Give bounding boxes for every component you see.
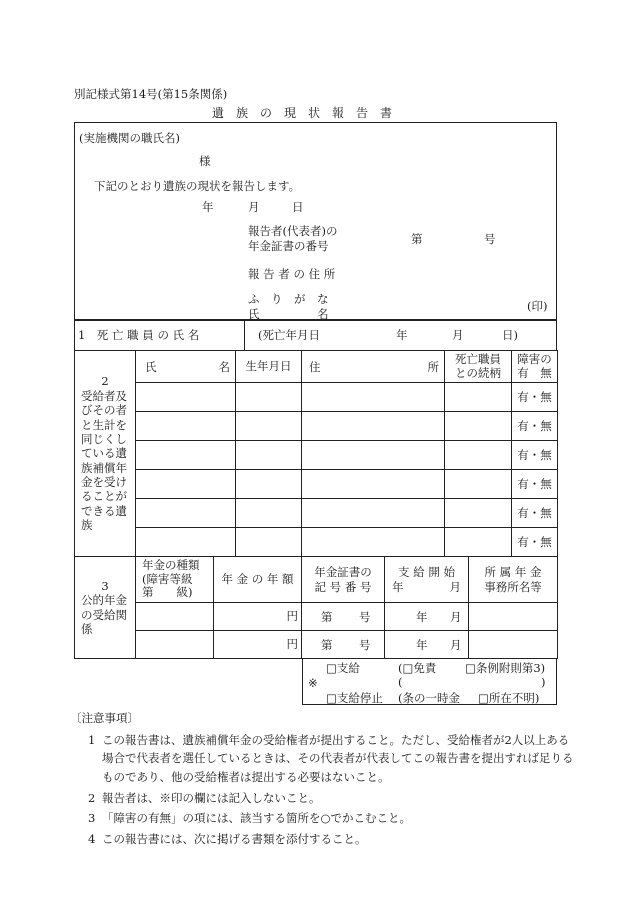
col-cert-2: 記 号 番 号 bbox=[314, 579, 372, 594]
pension-cert-cell[interactable] bbox=[302, 603, 385, 631]
col-addr-2: 所 bbox=[427, 359, 439, 374]
disability-cell[interactable]: 有・無 bbox=[512, 499, 558, 528]
death-date-cell bbox=[245, 321, 557, 351]
family-addr-cell[interactable] bbox=[302, 470, 445, 499]
table-row bbox=[75, 631, 558, 659]
table-row bbox=[75, 499, 558, 528]
family-name-cell[interactable] bbox=[136, 528, 236, 557]
family-birth-cell[interactable] bbox=[236, 470, 302, 499]
family-rel-cell[interactable] bbox=[445, 470, 512, 499]
pension-section-no: 3 bbox=[101, 578, 109, 593]
notes-section bbox=[70, 710, 574, 849]
cert-dai: 第 bbox=[321, 609, 333, 624]
family-rel-cell[interactable] bbox=[445, 383, 512, 412]
date-day: 日 bbox=[292, 200, 304, 214]
col-dis-2: 有 無 bbox=[517, 365, 552, 380]
col-addr-header bbox=[302, 351, 445, 383]
family-rel-cell[interactable] bbox=[445, 412, 512, 441]
col-dis-header bbox=[512, 351, 558, 383]
death-day: 日) bbox=[502, 327, 518, 342]
cert-go: 号 bbox=[484, 232, 496, 246]
note-number: 4 bbox=[88, 831, 96, 846]
col-rel-1: 死亡職員 bbox=[455, 351, 501, 366]
family-section-text: 受給者及びその者と生計を同じくしている遺族補償年金を受けることができる遺族 bbox=[81, 388, 127, 533]
family-addr-cell[interactable] bbox=[302, 528, 445, 557]
family-birth-cell[interactable] bbox=[236, 528, 302, 557]
notes-heading: 〔注意事項〕 bbox=[70, 711, 139, 725]
family-rel-cell[interactable] bbox=[445, 441, 512, 470]
checkbox-jorei[interactable]: □条例附則第3) bbox=[465, 661, 546, 675]
date-year: 年 bbox=[202, 200, 214, 214]
note-item bbox=[74, 809, 574, 828]
death-year: 年 bbox=[396, 327, 408, 342]
col-start-year: 年 bbox=[392, 579, 404, 594]
note-text: この報告書には、次に掲げる書類を添付すること。 bbox=[102, 831, 367, 846]
family-table bbox=[74, 350, 558, 557]
note-item bbox=[74, 789, 574, 808]
col-office-1: 所 属 年 金 bbox=[484, 565, 542, 580]
family-name-cell[interactable] bbox=[136, 499, 236, 528]
family-birth-cell[interactable] bbox=[236, 383, 302, 412]
disability-cell[interactable]: 有・無 bbox=[512, 412, 558, 441]
col-dis-1: 障害の bbox=[517, 351, 552, 366]
pension-office-cell[interactable] bbox=[469, 631, 558, 659]
cert-go: 号 bbox=[359, 609, 371, 624]
pension-kind-cell[interactable] bbox=[136, 603, 214, 631]
cert-dai: 第 bbox=[321, 637, 333, 652]
pension-section-label bbox=[75, 557, 136, 659]
checkbox-shozai-fumei[interactable]: □所在不明) bbox=[478, 691, 540, 705]
family-addr-cell[interactable] bbox=[302, 499, 445, 528]
pension-amount-cell[interactable]: 円 bbox=[214, 603, 302, 631]
col-cert-header bbox=[302, 557, 385, 603]
name-label: 氏 名 bbox=[248, 307, 329, 321]
furigana-label: ふ り が な bbox=[248, 292, 329, 306]
col-start-month: 月 bbox=[449, 579, 461, 594]
col-name-header bbox=[136, 351, 236, 383]
checkbox-menseki[interactable]: (□免責 bbox=[398, 661, 437, 675]
office-paren-close: ) bbox=[541, 675, 546, 689]
col-cert-1: 年金証書の bbox=[314, 565, 372, 580]
office-ichijikin: (条の一時金 bbox=[398, 691, 460, 705]
pension-office-cell[interactable] bbox=[469, 603, 558, 631]
family-section-no: 2 bbox=[101, 374, 109, 389]
pension-table bbox=[74, 556, 558, 659]
family-addr-cell[interactable] bbox=[302, 383, 445, 412]
family-birth-cell[interactable] bbox=[236, 412, 302, 441]
family-name-cell[interactable] bbox=[136, 412, 236, 441]
office-paren-open: ( bbox=[398, 675, 403, 689]
office-mark: ※ bbox=[308, 676, 318, 690]
deceased-table bbox=[74, 320, 557, 351]
col-name-1: 氏 bbox=[145, 359, 157, 374]
checkbox-teishi[interactable]: □支給停止 bbox=[326, 691, 383, 705]
table-row bbox=[75, 412, 558, 441]
table-row bbox=[75, 528, 558, 557]
family-addr-cell[interactable] bbox=[302, 441, 445, 470]
pension-start-cell[interactable] bbox=[385, 603, 469, 631]
note-text: この報告書は、遺族補償年金の受給権者が提出すること。ただし、受給権者が2人以上ある場合で代表者を選任しているときは、その代表者が代表してこの報告書を提出すれば足りるものであり、他の受給権者は提出する必要はないこと。 bbox=[102, 732, 574, 785]
table-row bbox=[75, 441, 558, 470]
cert-dai: 第 bbox=[411, 232, 423, 246]
col-start-header bbox=[385, 557, 469, 603]
col-kind-2: (障害等級 bbox=[142, 571, 193, 586]
disability-cell[interactable]: 有・無 bbox=[512, 441, 558, 470]
col-rel-header bbox=[445, 351, 512, 383]
col-kind-header bbox=[136, 557, 214, 603]
disability-cell[interactable]: 有・無 bbox=[512, 528, 558, 557]
family-addr-cell[interactable] bbox=[302, 412, 445, 441]
start-month: 月 bbox=[450, 609, 462, 624]
pension-start-cell[interactable] bbox=[385, 631, 469, 659]
disability-cell[interactable]: 有・無 bbox=[512, 470, 558, 499]
table-row bbox=[75, 470, 558, 499]
col-office-header bbox=[469, 557, 558, 603]
date-month: 月 bbox=[248, 200, 260, 214]
note-text: 報告者は、※印の欄には記入しないこと。 bbox=[102, 790, 321, 805]
table-row bbox=[75, 603, 558, 631]
intro-text: 下記のとおり遺族の現状を報告します。 bbox=[94, 179, 301, 193]
checkbox-shikyu[interactable]: □支給 bbox=[326, 661, 360, 675]
document-title: 遺 族 の 現 状 報 告 書 bbox=[212, 106, 393, 120]
note-number: 3 bbox=[88, 811, 96, 826]
col-amount-header: 年 金 の 年 額 bbox=[214, 557, 302, 603]
start-month: 月 bbox=[450, 637, 462, 652]
pension-kind-cell[interactable] bbox=[136, 631, 214, 659]
seal-mark: (印) bbox=[527, 299, 548, 313]
table-row bbox=[75, 383, 558, 412]
col-rel-2: との続柄 bbox=[455, 365, 501, 380]
cert-go: 号 bbox=[359, 637, 371, 652]
address-label: 報 告 者 の 住 所 bbox=[248, 267, 336, 281]
family-name-cell[interactable] bbox=[136, 441, 236, 470]
note-number: 1 bbox=[88, 732, 96, 747]
col-name-2: 名 bbox=[218, 359, 230, 374]
start-year: 年 bbox=[416, 609, 428, 624]
sama-label: 様 bbox=[199, 154, 211, 168]
note-text: 「障害の有無」の項には、該当する箇所を○でかこむこと。 bbox=[102, 811, 412, 826]
note-number: 2 bbox=[88, 790, 96, 805]
agency-label: (実施機関の職氏名) bbox=[79, 131, 180, 145]
disability-cell[interactable]: 有・無 bbox=[512, 383, 558, 412]
family-birth-cell[interactable] bbox=[236, 499, 302, 528]
start-year: 年 bbox=[416, 637, 428, 652]
cert-label-2: 年金証書の番号 bbox=[248, 239, 329, 253]
col-office-2: 事務所名等 bbox=[484, 579, 542, 594]
form-id: 別記様式第14号(第15条関係) bbox=[74, 87, 228, 101]
col-start-1: 支 給 開 始 bbox=[398, 565, 455, 580]
family-rel-cell[interactable] bbox=[445, 528, 512, 557]
cert-label-1: 報告者(代表者)の bbox=[248, 224, 338, 238]
family-name-cell[interactable] bbox=[136, 383, 236, 412]
family-birth-cell[interactable] bbox=[236, 441, 302, 470]
pension-amount-cell[interactable]: 円 bbox=[214, 631, 302, 659]
pension-section-text: 公的年金の受給関係 bbox=[81, 593, 127, 636]
pension-cert-cell[interactable] bbox=[302, 631, 385, 659]
col-addr-1: 住 bbox=[309, 359, 321, 374]
family-section-label bbox=[75, 351, 136, 557]
note-item bbox=[74, 731, 574, 787]
family-name-cell[interactable] bbox=[136, 470, 236, 499]
col-birth-header: 生年月日 bbox=[236, 351, 302, 383]
death-date-label: (死亡年月日 bbox=[258, 327, 320, 342]
death-month: 月 bbox=[452, 327, 464, 342]
col-kind-1: 年金の種類 bbox=[142, 557, 200, 572]
col-kind-3: 第 級) bbox=[142, 585, 193, 600]
deceased-label: 1 死 亡 職 員 の 氏 名 bbox=[75, 321, 245, 351]
note-item bbox=[74, 830, 574, 849]
family-rel-cell[interactable] bbox=[445, 499, 512, 528]
